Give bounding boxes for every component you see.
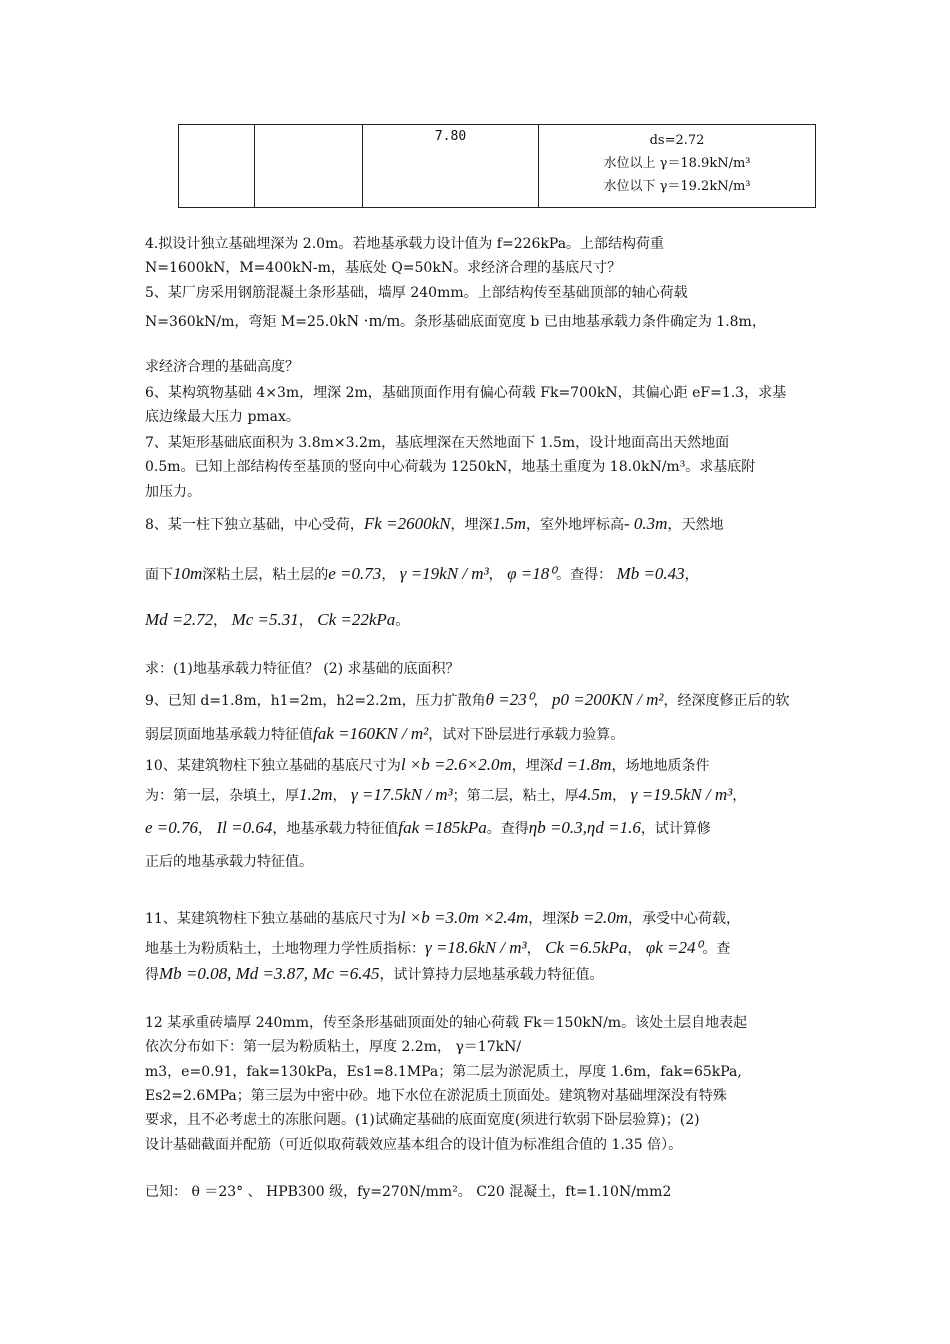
q11-text: 11、某建筑物柱下独立基础的基底尺寸为 (145, 911, 401, 927)
q12-line3: m3，e=0.91，fak=130kPa，Es1=8.1MPa；第二层为淤泥质土，厚度 1.6m，fak=65kPa, (145, 1064, 742, 1080)
q11-line2: 地基土为粉质粘土，土地物理力学性质指标：γ =18.6kN / m³， Ck =6.5kPa， φk =24⁰。查 (145, 938, 731, 957)
q11-text: 。查 (702, 941, 731, 957)
q8-question: 求：(1)地基承载力特征值？ (2) 求基础的底面积？ (145, 661, 460, 677)
q10-text: ，场地地质条件 (611, 758, 710, 774)
q11-ck: Ck =6.5kPa (545, 938, 628, 957)
q8-phi: φ =18⁰ (507, 564, 557, 583)
q10-eta: ηb =0.3,ηd =1.6 (528, 818, 641, 837)
q8-line2: 面下10m深粘土层，粘土层的e =0.73， γ =19kN / m³， φ =18⁰。查得： Mb =0.43， (145, 564, 699, 583)
q12-line5: 要求，且不必考虑土的冻胀问题。(1)试确定基础的底面宽度(须进行软弱下卧层验算)；(2) (145, 1112, 700, 1128)
table-cell-empty (255, 125, 363, 208)
q5-moment-unit: kN ·m/m (338, 311, 400, 330)
table-cell-depth: 7.80 (363, 125, 539, 208)
q8-e: e =0.73 (328, 564, 382, 583)
q10-text: 10、某建筑物柱下独立基础的基底尺寸为 (145, 758, 401, 774)
q7-line1: 7、某矩形基础底面积为 3.8m×3.2m，基底埋深在天然地面下 1.5m，设计地面高出天然地面 (145, 435, 730, 451)
q11-text: 得 (145, 967, 159, 983)
q11-text: ，埋深 (528, 911, 571, 927)
q5-line1: 5、某厂房采用钢筋混凝土条形基础，墙厚 240mm。上部结构传至基础顶部的轴心荷载 (145, 285, 688, 301)
table-cell-properties (539, 125, 816, 208)
q10-text: 。查得 (486, 821, 529, 837)
q8-text: 。查得： (556, 567, 613, 583)
q11-lb: l ×b =3.0m ×2.4m (400, 908, 529, 927)
q6-line1: 6、某构筑物基础 4×3m，埋深 2m，基础顶面作用有偏心荷载 Fk=700kN，其偏心距 eF=1.3，求基 (145, 385, 787, 401)
q10-line2: 为：第一层，杂填土，厚1.2m， γ =17.5kN / m³；第二层，粘土，厚4.5m， γ =19.5kN / m³， (145, 785, 747, 804)
q8-line1 (145, 512, 813, 537)
q4-line1: 4.拟设计独立基础埋深为 2.0m。若地基承载力设计值为 f=226kPa。上部结构荷重 (145, 236, 665, 252)
q5-text-c: 。条形基础底面宽度 b 已由地基承载力条件确定为 1.8m， (399, 314, 766, 330)
q12-line2: 依次分布如下：第一层为粉质粘土，厚度 2.2m， γ＝17kN/ (145, 1039, 522, 1055)
q7-line2: 0.5m。已知上部结构传至基顶的竖向中心荷载为 1250kN，地基土重度为 18.0kN/m³。求基底附 (145, 459, 756, 475)
q11-line3 (145, 962, 813, 987)
q8-mb: Mb =0.43 (616, 564, 685, 583)
q10-t2: 4.5m (578, 785, 613, 804)
q11-line1 (145, 906, 813, 931)
q10-g2: γ =19.5kN / m³ (630, 785, 733, 804)
q10-depth: d =1.8m (553, 755, 612, 774)
q4-line2: N=1600kN，M=400kN-m，基底处 Q=50kN。求经济合理的基底尺寸？ (145, 260, 622, 276)
q9-p0: p0 =200KN / m² (551, 690, 664, 709)
q11-text: 地基土为粉质粘土，土地物理力学性质指标： (145, 941, 425, 957)
q11-text: ，试计算持力层地基承载力特征值。 (379, 967, 604, 983)
q8-text: ，埋深 (450, 517, 493, 533)
q10-e: e =0.76 (145, 818, 199, 837)
q9-text: ，经深度修正后的软 (663, 693, 790, 709)
ds-value: ds=2.72 (649, 133, 705, 148)
q10-line4: 正后的地基承载力特征值。 (145, 854, 313, 870)
q8-text: 深粘土层，粘土层的 (202, 567, 329, 583)
q10-line3: e =0.76， Il =0.64，地基承载力特征值fak =185kPa。查得ηb =0.3,ηd =1.6，试计算修 (145, 818, 711, 837)
q8-text: ，天然地 (667, 517, 724, 533)
q10-il: Il =0.64 (216, 818, 273, 837)
q11-m: Mb =0.08, Md =3.87, Mc =6.45 (159, 964, 380, 983)
q9-text: ，试对下卧层进行承载力验算。 (428, 727, 625, 743)
q9-fak: fak =160KN / m² (313, 724, 429, 743)
q8-depth: 1.5m (492, 514, 526, 533)
gamma-above: 水位以上 γ＝18.9kN/m³ (603, 156, 751, 171)
q11-depth: b =2.0m (570, 908, 629, 927)
q9-text: 弱层顶面地基承载力特征值 (145, 727, 313, 743)
q12-line6: 设计基础截面并配筋（可近似取荷载效应基本组合的设计值为标准组合值的 1.35 倍）。 (145, 1137, 683, 1153)
table-cell-empty (179, 125, 255, 208)
q8-text: 面下 (145, 567, 173, 583)
q5-text-a: N=360kN/m，弯矩 M=25.0 (145, 314, 339, 330)
q8-text: 8、某一柱下独立基础，中心受荷， (145, 517, 364, 533)
q10-t1: 1.2m (299, 785, 333, 804)
q10-line1 (145, 753, 813, 778)
q8-text: ，室外地坪标高 (526, 517, 624, 533)
soil-table (178, 124, 816, 208)
q7-line3: 加压力。 (145, 484, 201, 500)
q8-md: Md =2.72 (145, 610, 214, 629)
q8-ck: Ck =22kPa (317, 610, 396, 629)
q9-line2 (145, 722, 813, 747)
q8-fk: Fk =2600kN (363, 514, 451, 533)
q10-g1: γ =17.5kN / m³ (350, 785, 453, 804)
q8-gamma: γ =19kN / m³ (399, 564, 489, 583)
q11-gamma: γ =18.6kN / m³ (425, 938, 527, 957)
q10-text: ；第二层，粘土，厚 (452, 788, 579, 804)
q12-line4: Es2=2.6MPa；第三层为中密中砂。地下水位在淤泥质土顶面处。建筑物对基础埋深没有特殊 (145, 1088, 727, 1104)
q8-line3: Md =2.72， Mc =5.31， Ck =22kPa。 (145, 610, 410, 629)
gamma-below: 水位以下 γ＝19.2kN/m³ (603, 179, 751, 194)
q8-depth-10: 10m (173, 564, 203, 583)
q11-phi: φk =24⁰ (645, 938, 703, 957)
q12-line1: 12 某承重砖墙厚 240mm，传至条形基础顶面处的轴心荷载 Fk＝150kN/m。该处土层自地表起 (145, 1015, 748, 1031)
q9-theta: θ =23⁰ (485, 690, 534, 709)
q5-line3: 求经济合理的基础高度？ (145, 359, 299, 375)
q10-text: ，埋深 (511, 758, 554, 774)
q10-text: ，试计算修 (640, 821, 711, 837)
q10-lb: l ×b =2.6×2.0m (400, 755, 512, 774)
q10-text: 为：第一层，杂填土，厚 (145, 788, 299, 804)
table-row (179, 125, 816, 208)
q12-given: 已知： θ ＝23° 、 HPB300 级，fy=270N/mm²。 C20 混凝土，ft=1.10N/mm2 (145, 1184, 672, 1200)
q9-text: 9、已知 d=1.8m，h1=2m，h2=2.2m，压力扩散角 (145, 693, 486, 709)
q11-text: ，承受中心荷载， (628, 911, 741, 927)
q10-fak: fak =185kPa (398, 818, 487, 837)
q6-line2: 底边缘最大压力 pmax。 (145, 409, 300, 425)
q10-text: ，地基承载力特征值 (272, 821, 399, 837)
q5-line2 (145, 309, 813, 334)
q8-mc: Mc =5.31 (231, 610, 299, 629)
q8-elevation: - 0.3m (624, 514, 668, 533)
q9-line1: 9、已知 d=1.8m，h1=2m，h2=2.2m，压力扩散角θ =23⁰， p0 =200KN / m²，经深度修正后的软 (145, 690, 790, 709)
